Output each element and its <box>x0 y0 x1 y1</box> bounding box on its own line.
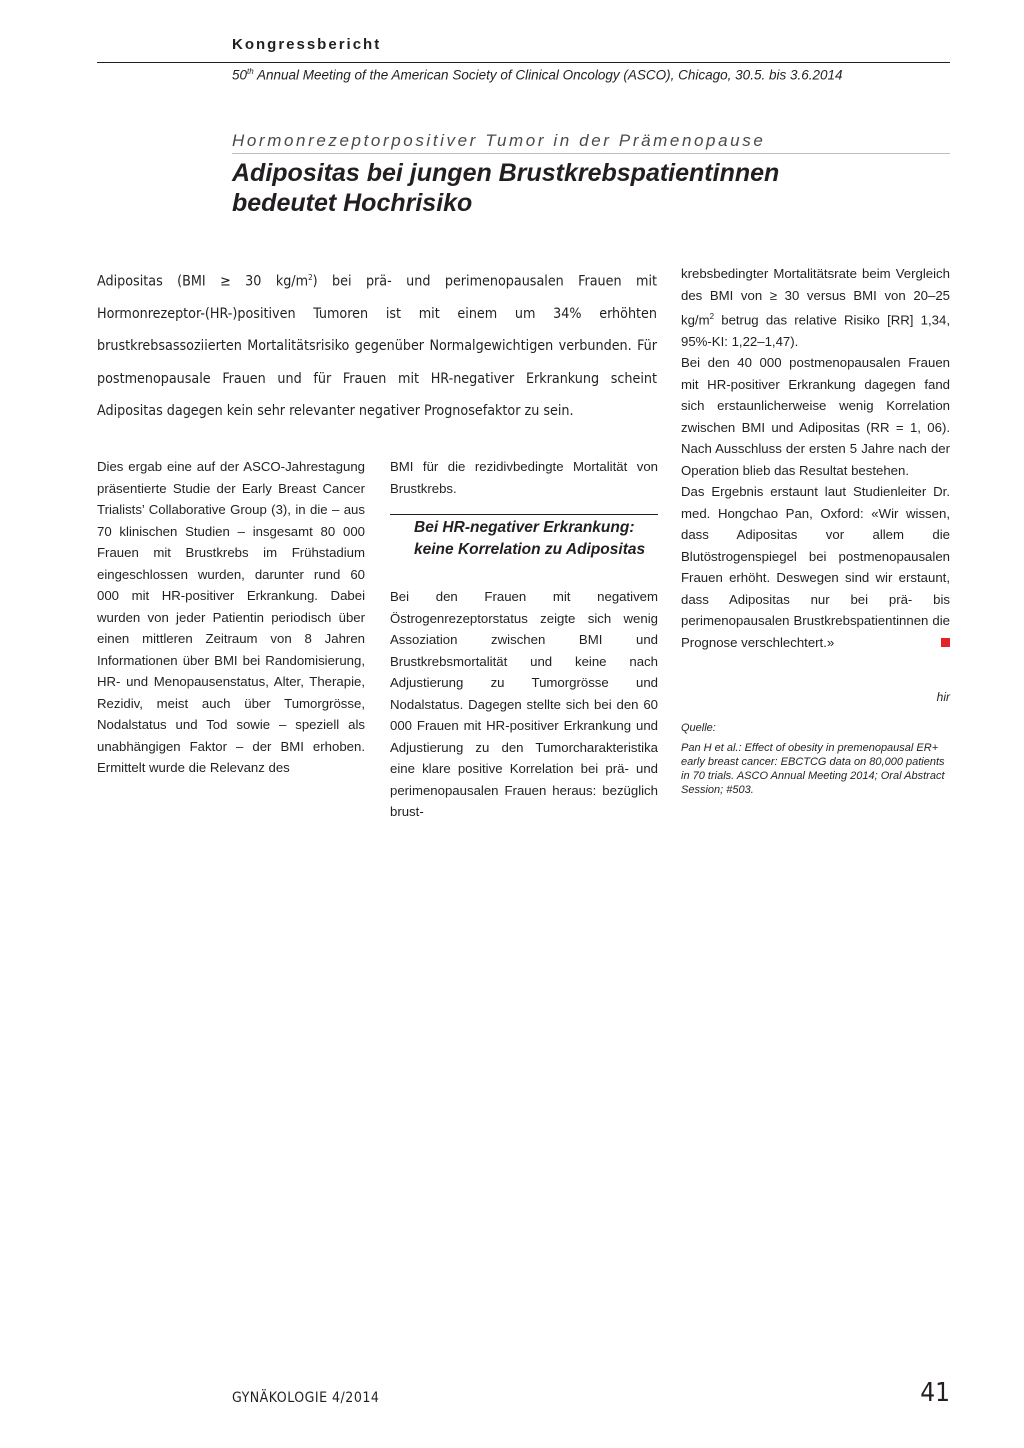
header-divider <box>97 62 950 63</box>
body-paragraph: BMI für die rezidivbedingte Mortalität von Brustkrebs. <box>390 459 658 496</box>
article-kicker: Hormonrezeptorpositiver Tumor in der Prämenopause <box>232 131 766 150</box>
body-paragraph: Bei den 40 000 postmenopausalen Frauen mit HR-positiver Erkrankung dagegen fand sich erstaunlicherweise wenig Korrelation zwischen BMI und Adipositas (RR = 1, 06). Nach Ausschluss der ersten 5 Jahre nach der Operation blieb das Resultat bestehen. <box>681 355 950 478</box>
meeting-ordinal: th <box>247 67 254 76</box>
body-paragraph-final <box>681 481 950 653</box>
article-end-square-icon <box>941 638 950 647</box>
lead-text-end: ) bei prä- und perimenopausalen Frauen mit Hormonrezeptor-(HR-)positiven Tumoren ist mit einem um 34% erhöhten brustkrebsassoziierten Mortalitätsrisiko gegenüber Normalgewichtigen verbunden. Für postmenopausale Frauen und für Frauen mit HR-negativer Erkrankung scheint Adipositas dagegen kein sehr relevanter negativer Prognosefaktor zu sein. <box>97 273 657 419</box>
body-paragraph <box>681 263 950 352</box>
article-title <box>232 158 950 218</box>
section-label: Kongressbericht <box>232 36 382 53</box>
article-lead <box>97 262 657 427</box>
body-paragraph: Bei den Frauen mit negativem Östrogenrezeptorstatus zeigte sich wenig Assoziation zwischen BMI und Brustkrebsmortalität und keine nach Adjustierung zu Tumorgrösse und Nodalstatus. Dagegen stellte sich bei den 60 000 Frauen mit HR-positiver Erkrankung und Adjustierung zu den Tumorcharakteristika eine klare positive Korrelation bei prä- und perimenopausalen Frauen heraus: bezüglich brust- <box>390 589 658 819</box>
subheading: Bei HR-negativer Erkrankung: keine Korrelation zu Adipositas <box>414 519 646 558</box>
lead-superscript: 2 <box>308 273 313 282</box>
body-column-1 <box>97 456 365 779</box>
title-line-2: bedeutet Hochrisiko <box>232 189 473 217</box>
paragraph-text-start: krebsbedingter Mortalitätsrate beim Vergleich des BMI von ≥ 30 versus BMI von 20–25 kg/m <box>681 266 950 328</box>
meeting-details: Annual Meeting of the American Society of Clinical Oncology (ASCO), Chicago, 30.5. bis 3.6.2014 <box>253 67 843 83</box>
page-number: 41 <box>920 1378 950 1408</box>
final-paragraph-text: Das Ergebnis erstaunt laut Studienleiter Dr. med. Hongchao Pan, Oxford: «Wir wissen, dass Adipositas vor allem die Blutöstrogenspiegel bei postmenopausalen Frauen erhöht. Deswegen sind wir erstaunt, dass Adipositas nur bei prä- bis perimenopausalen Brustkrebspatientinnen die Prognose verschlechtert.» <box>681 484 950 650</box>
source-citation: Pan H et al.: Effect of obesity in premenopausal ER+ early breast cancer: EBCTCG data on 80,000 patients in 70 trials. ASCO Annual Meeting 2014; Oral Abstract Session; #503. <box>681 742 945 796</box>
paragraph-text-end: betrug das relative Risiko [RR] 1,34, 95%-KI: 1,22–1,47). <box>681 312 950 349</box>
paragraph-superscript: 2 <box>709 312 715 321</box>
kicker-divider <box>232 153 950 154</box>
lead-text-start: Adipositas (BMI ≥ 30 kg/m <box>97 273 309 290</box>
title-line-1: Adipositas bei jungen Brustkrebspatientinnen <box>232 159 780 187</box>
body-column-2 <box>390 456 658 499</box>
body-column-2-continued <box>390 586 658 823</box>
footer-journal: GYNÄKOLOGIE 4/2014 <box>232 1390 380 1406</box>
body-column-3 <box>681 263 950 653</box>
meeting-number: 50 <box>232 67 248 83</box>
source-label: Quelle: <box>681 722 716 734</box>
meeting-info <box>232 67 843 83</box>
body-paragraph: Dies ergab eine auf der ASCO-Jahrestagung präsentierte Studie der Early Breast Cancer Trialists’ Collaborative Group (3), in die – aus 70 klinischen Studien – insgesamt 80 000 Frauen mit Brustkrebs im Frühstadium eingeschlossen wurden, darunter rund 60 000 mit HR-positiver Erkrankung. Dabei wurden von jeder Patientin periodisch über einen mittleren Zeitraum von 8 Jahren Informationen über BMI bei Randomisierung, HR- und Menopausenstatus, Alter, Therapie, Rezidiv, meist auch über Tumorgrösse, Nodalstatus und Tod sowie – speziell als unabhängigen Faktor – der BMI erhoben. Ermittelt wurde die Relevanz des <box>97 459 365 775</box>
subhead-divider <box>390 514 658 515</box>
author-initials: hir <box>936 690 950 704</box>
